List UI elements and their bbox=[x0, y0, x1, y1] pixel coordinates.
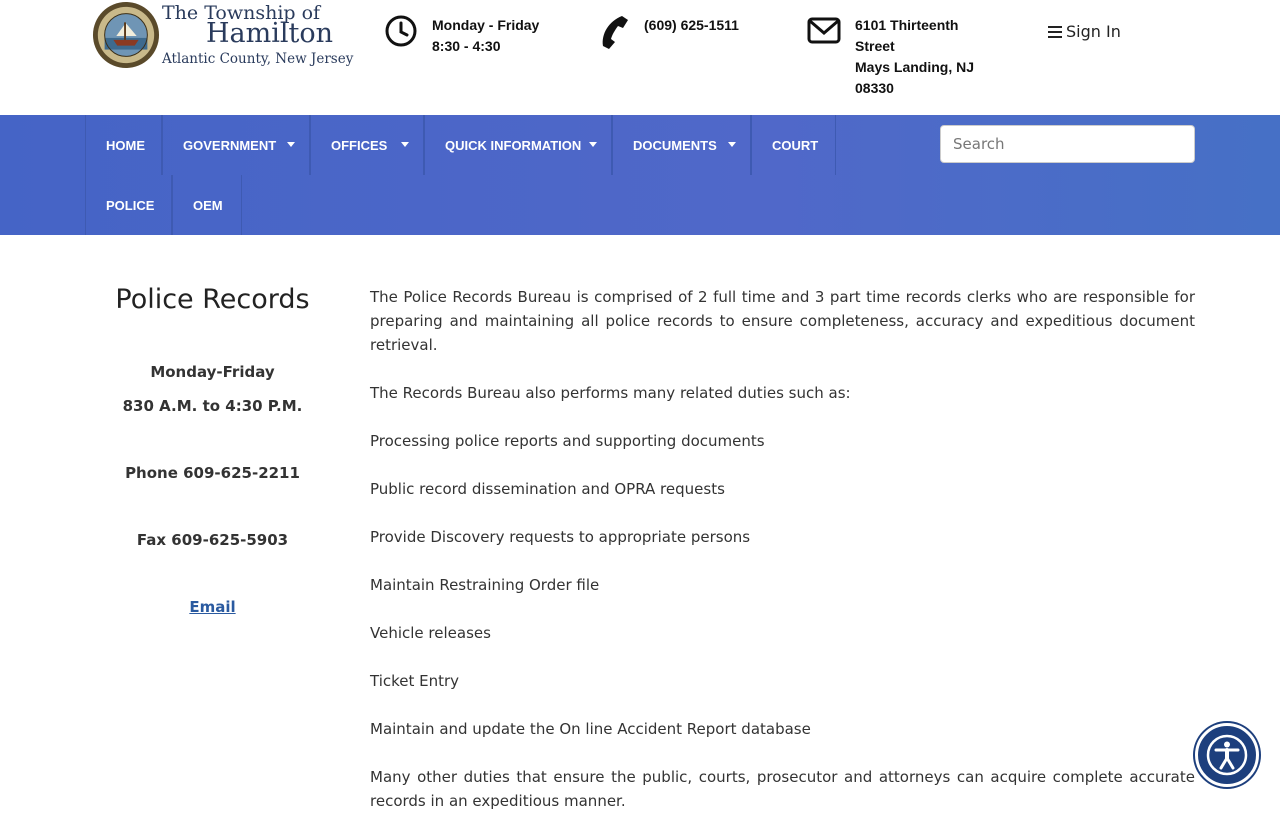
list-item: Public record dissemination and OPRA requests bbox=[370, 480, 725, 498]
main-navigation bbox=[0, 115, 1280, 235]
envelope-icon bbox=[807, 14, 841, 48]
nav-item-offices[interactable] bbox=[310, 115, 424, 175]
phone-icon bbox=[596, 14, 632, 50]
nav-item-court[interactable] bbox=[751, 115, 836, 175]
nav-item-label: COURT bbox=[772, 137, 819, 153]
township-seal-icon bbox=[92, 0, 160, 70]
logo-line-1: The Township of bbox=[162, 2, 321, 24]
email-link[interactable]: Email bbox=[189, 598, 236, 616]
logo-line-3: Atlantic County, New Jersey bbox=[162, 51, 354, 67]
chevron-down-icon bbox=[287, 142, 295, 147]
list-item: Ticket Entry bbox=[370, 672, 460, 690]
address-line-2: Street bbox=[855, 38, 895, 54]
address-line-3: Mays Landing, NJ bbox=[855, 59, 975, 75]
menu-icon bbox=[1048, 26, 1062, 38]
hours-days: Monday - Friday bbox=[432, 17, 540, 33]
accessibility-icon bbox=[1205, 733, 1249, 777]
nav-item-label: GOVERNMENT bbox=[183, 137, 277, 153]
sidebar-fax: Fax 609-625-5903 bbox=[136, 531, 289, 549]
duties-heading: The Records Bureau also performs many related duties such as: bbox=[370, 384, 851, 402]
nav-item-quick-information[interactable] bbox=[424, 115, 612, 175]
nav-item-label: DOCUMENTS bbox=[633, 137, 717, 153]
sidebar-phone: Phone 609-625-2211 bbox=[125, 464, 300, 482]
list-item: Vehicle releases bbox=[370, 624, 491, 642]
nav-item-documents[interactable] bbox=[612, 115, 751, 175]
nav-item-oem[interactable] bbox=[172, 175, 242, 235]
clock-icon bbox=[384, 14, 418, 48]
sidebar-days: Monday-Friday bbox=[150, 363, 275, 381]
closing-paragraph: Many other duties that ensure the public, courts, prosecutor and attorneys can acquire complete accurate records in an expeditious manner. bbox=[370, 768, 1195, 810]
chevron-down-icon bbox=[589, 142, 597, 147]
list-item: Provide Discovery requests to appropriate persons bbox=[370, 528, 751, 546]
chevron-down-icon bbox=[728, 142, 736, 147]
township-logo[interactable] bbox=[90, 0, 354, 72]
address-line-4: 08330 bbox=[855, 80, 894, 96]
nav-item-home[interactable] bbox=[85, 115, 162, 175]
nav-item-government[interactable] bbox=[162, 115, 310, 175]
nav-item-label: OEM bbox=[193, 197, 223, 213]
nav-item-label: QUICK INFORMATION bbox=[445, 137, 582, 153]
nav-item-label: HOME bbox=[106, 137, 145, 153]
nav-item-police[interactable] bbox=[85, 175, 172, 235]
chevron-down-icon bbox=[401, 142, 409, 147]
intro-paragraph: The Police Records Bureau is comprised of 2 full time and 3 part time records clerks who are responsible for preparing and maintaining all police records to ensure completeness, accuracy and expeditious document retrieval. bbox=[370, 288, 1195, 354]
search-input[interactable] bbox=[940, 125, 1195, 163]
nav-item-label: OFFICES bbox=[331, 137, 388, 153]
sidebar-hours: 830 A.M. to 4:30 P.M. bbox=[122, 397, 303, 415]
sign-in-label: Sign In bbox=[1066, 22, 1121, 41]
list-item: Maintain Restraining Order file bbox=[370, 576, 600, 594]
sign-in-button[interactable] bbox=[1048, 22, 1121, 41]
logo-line-2: Hamilton bbox=[206, 18, 334, 49]
site-header bbox=[0, 0, 1280, 115]
list-item: Processing police reports and supporting documents bbox=[370, 432, 765, 450]
address-line-1: 6101 Thirteenth bbox=[855, 17, 959, 33]
list-item: Maintain and update the On line Accident Report database bbox=[370, 720, 811, 738]
hours-time: 8:30 - 4:30 bbox=[432, 38, 501, 54]
phone-number[interactable]: (609) 625-1511 bbox=[644, 17, 739, 33]
accessibility-button[interactable] bbox=[1195, 723, 1259, 787]
nav-item-label: POLICE bbox=[106, 197, 155, 213]
page-title: Police Records bbox=[115, 284, 310, 315]
